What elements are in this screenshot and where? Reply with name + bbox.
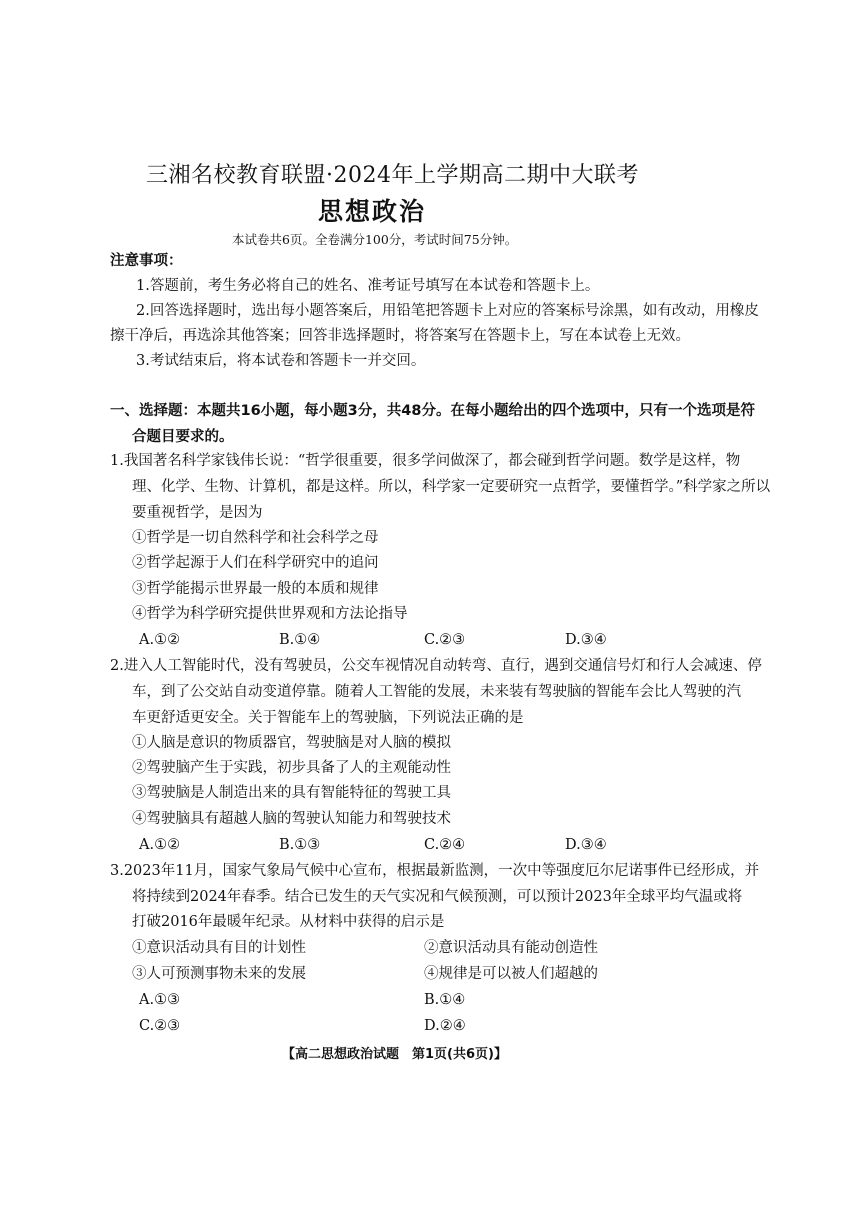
q2-option-d: D.③④ (565, 837, 607, 853)
q3-stem-line3: 打破2016年最暖年纪录。从材料中获得的启示是 (132, 914, 445, 930)
note-item-2-line2: 擦干净后，再选涂其他答案；回答非选择题时，将答案写在答题卡上，写在本试卷上无效。 (110, 328, 690, 344)
q2-stem-line1: 2.进入人工智能时代，没有驾驶员，公交车视情况自动转弯、直行，遇到交通信号灯和行人会减速、停 (110, 658, 762, 674)
section-1-instruction-line2: 合题目要求的。 (132, 429, 234, 445)
q3-option-c: C.②③ (139, 1018, 181, 1034)
q3-option-b: B.①④ (424, 992, 466, 1008)
q3-statement-2: ②意识活动具有能动创造性 (424, 940, 598, 956)
q1-option-a: A.①② (139, 632, 181, 648)
note-item-2-line1: 2.回答选择题时，选出每小题答案后，用铅笔把答题卡上对应的答案标号涂黑，如有改动，用橡皮 (136, 303, 759, 319)
notes-heading: 注意事项： (110, 253, 183, 269)
note-item-3: 3.考试结束后，将本试卷和答题卡一并交回。 (136, 353, 426, 369)
q3-statement-3: ③人可预测事物未来的发展 (132, 966, 306, 982)
q2-stem-line2: 车，到了公交站自动变道停靠。随着人工智能的发展，未来装有驾驶脑的智能车会比人驾驶的汽 (132, 684, 741, 700)
q2-stem-line3: 车更舒适更安全。关于智能车上的驾驶脑，下列说法正确的是 (132, 710, 524, 726)
q3-stem-line2: 将持续到2024年春季。结合已发生的天气实况和气候预测，可以预计2023年全球平均气温或将 (132, 889, 743, 905)
q2-statement-2: ②驾驶脑产生于实践，初步具备了人的主观能动性 (132, 760, 451, 776)
q1-stem-line3: 要重视哲学，是因为 (132, 505, 263, 521)
q2-statement-1: ①人脑是意识的物质器官，驾驶脑是对人脑的模拟 (132, 735, 451, 751)
q3-option-d: D.②④ (424, 1018, 466, 1034)
q1-statement-2: ②哲学起源于人们在科学研究中的追问 (132, 555, 379, 571)
page-footer: 【高二思想政治试题 第1页(共6页)】 (282, 1047, 507, 1062)
q1-option-d: D.③④ (565, 632, 607, 648)
section-1-instruction-line1: 一、选择题：本题共16小题，每小题3分，共48分。在每小题给出的四个选项中，只有一个选项是符 (110, 403, 755, 419)
q1-statement-1: ①哲学是一切自然科学和社会科学之母 (132, 530, 379, 546)
q3-option-a: A.①③ (139, 992, 181, 1008)
q2-option-a: A.①② (139, 837, 181, 853)
exam-title: 三湘名校教育联盟·2024年上学期高二期中大联考 (146, 163, 639, 188)
q3-statement-1: ①意识活动具有目的计划性 (132, 940, 306, 956)
note-item-1: 1.答题前，考生务必将自己的姓名、准考证号填写在本试卷和答题卡上。 (136, 278, 600, 294)
q3-stem-line1: 3.2023年11月，国家气象局气候中心宣布，根据最新监测，一次中等强度厄尔尼诺事件已经形成，并 (110, 863, 760, 879)
q1-statement-4: ④哲学为科学研究提供世界观和方法论指导 (132, 606, 408, 622)
q2-option-b: B.①③ (279, 837, 321, 853)
q2-statement-4: ④驾驶脑具有超越人脑的驾驶认知能力和驾驶技术 (132, 811, 451, 827)
q1-option-b: B.①④ (279, 632, 321, 648)
q3-statement-4: ④规律是可以被人们超越的 (424, 966, 598, 982)
q1-statement-3: ③哲学能揭示世界最一般的本质和规律 (132, 581, 379, 597)
q2-option-c: C.②④ (424, 837, 466, 853)
exam-info: 本试卷共6页。全卷满分100分，考试时间75分钟。 (232, 232, 518, 247)
q1-option-c: C.②③ (424, 632, 466, 648)
q2-statement-3: ③驾驶脑是人制造出来的具有智能特征的驾驶工具 (132, 785, 451, 801)
q1-stem-line2: 理、化学、生物、计算机，都是这样。所以，科学家一定要研究一点哲学，要懂哲学。”科学家之所以 (132, 479, 771, 495)
q1-stem-line1: 1.我国著名科学家钱伟长说：“哲学很重要，很多学问做深了，都会碰到哲学问题。数学是这样，物 (110, 453, 741, 469)
subject-title: 思想政治 (318, 197, 427, 226)
